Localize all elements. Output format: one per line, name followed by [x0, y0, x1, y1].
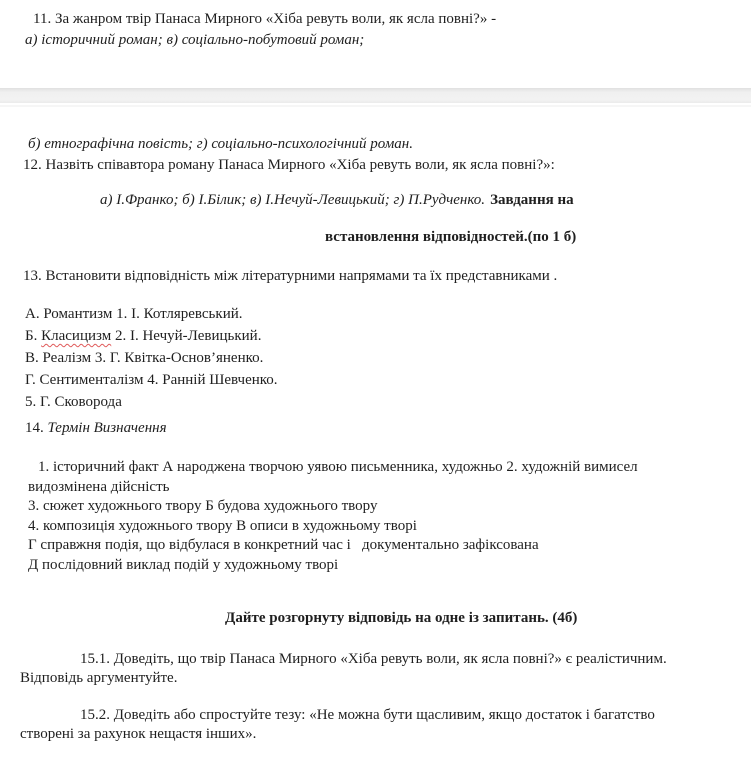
question-13-text: 13. Встановити відповідність між літературними напрямами та їх представниками .	[23, 268, 558, 284]
matching-row: Г. Сентименталізм 4. Ранній Шевченко.	[25, 372, 278, 388]
page-1-bottom[interactable]	[0, 0, 751, 88]
term-line: Г справжня подія, що відбулася в конкретний час і документально зафіксована	[28, 537, 539, 553]
matching-row	[25, 325, 737, 347]
question-15-1	[20, 650, 737, 688]
question-11-options-a-v: а) історичний роман; в) соціально-побутовий роман;	[25, 32, 365, 48]
term-line: видозмінена дійсність	[28, 478, 170, 495]
matching-row-prefix: Б.	[25, 328, 42, 344]
question-15-1-line: 15.1. Доведіть, що твір Панаса Мирного «Хіба ревуть воли, як ясла повні?» є реалістичним.	[80, 651, 667, 667]
matching-row: В. Реалізм 3. Г. Квітка-Основ’яненко.	[25, 350, 264, 366]
question-14-number: 14.	[25, 420, 48, 436]
term-line: 3. сюжет художнього твору Б будова художнього твору	[28, 498, 378, 514]
misspelled-word: Класицизм	[41, 328, 112, 344]
question-14-terms-block	[28, 458, 737, 575]
matching-row-suffix: 2. І. Нечуй-Левицький.	[111, 328, 262, 344]
matching-row: 5. Г. Сковорода	[25, 394, 122, 410]
question-11-options-b-g: б) етнографічна повість; г) соціально-психологічний роман.	[28, 136, 413, 152]
question-14-title: Термін Визначення	[47, 420, 167, 436]
page-2[interactable]	[0, 107, 751, 744]
term-line: 1. історичний факт А народжена творчою уявою письменника, художньо 2. художній вимисел	[38, 459, 638, 475]
term-line: 4. композиція художнього твору В описи в художньому творі	[28, 517, 417, 534]
question-15-2	[20, 706, 737, 744]
essay-section-heading: Дайте розгорнуту відповідь на одне із запитань. (4б)	[225, 610, 578, 626]
tasks-section-title-part1: Завдання на	[490, 192, 574, 208]
question-11-text: 11. За жанром твір Панаса Мирного «Хіба ревуть воли, як ясла повні?» -	[33, 11, 497, 27]
question-15-2-line: створені за рахунок нещастя інших».	[20, 726, 257, 742]
question-12-options-italic: а) І.Франко; б) І.Білик; в) І.Нечуй-Левицький; г) П.Рудченко.	[100, 192, 486, 208]
question-15-2-line: 15.2. Доведіть або спростуйте тезу: «Не можна бути щасливим, якщо достаток і багатство	[80, 707, 655, 723]
question-15-1-line: Відповідь аргументуйте.	[20, 670, 178, 686]
tasks-section-title-part2: встановлення відповідностей.(по 1 б)	[325, 229, 577, 245]
question-12-options	[100, 190, 737, 211]
question-14-text	[25, 418, 737, 439]
term-line: Д послідовний виклад подій у художньому творі	[28, 556, 339, 573]
page-break-separator	[0, 88, 751, 103]
question-13-matching-list	[25, 303, 737, 413]
question-12-text: 12. Назвіть співавтора роману Панаса Мирного «Хіба ревуть воли, як ясла повні?»:	[23, 157, 555, 173]
matching-row: А. Романтизм 1. І. Котляревський.	[25, 306, 243, 322]
